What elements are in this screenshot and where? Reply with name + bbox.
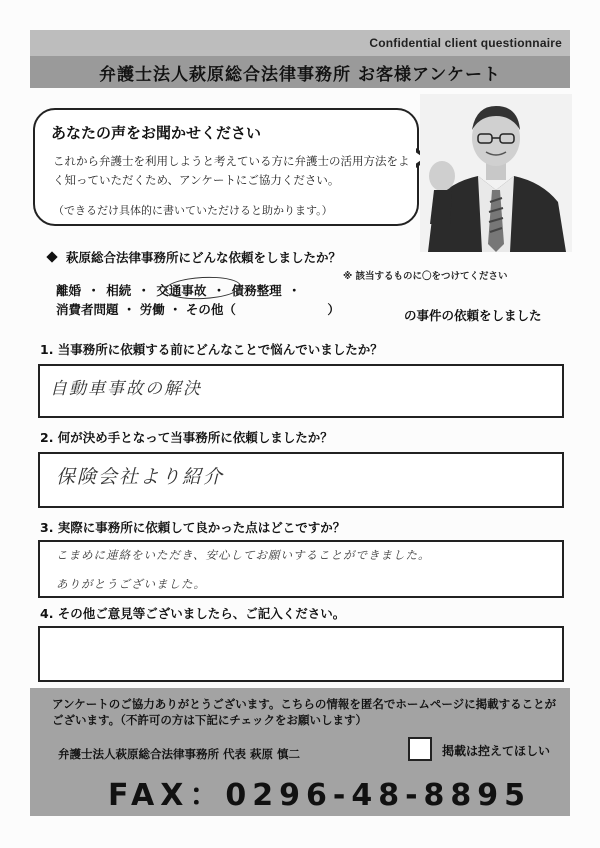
request-type-question-text: 萩原総合法律事務所にどんな依頼をしましたか？ [66, 250, 342, 265]
category-options-row2-text: 消費者問題 ・ 労働 ・ その他（ [56, 302, 236, 317]
header-top-strip [30, 30, 570, 56]
question-3-answer-line2: ありがとうございました。 [56, 577, 206, 591]
no-publish-checkbox[interactable] [408, 737, 432, 761]
footer-firm-representative: 弁護士法人萩原総合法律事務所 代表 萩原 慎二 [58, 747, 301, 761]
question-1-answer-box[interactable] [38, 364, 564, 418]
confidential-label: Confidential client questionnaire [369, 36, 562, 50]
question-3-answer-box[interactable] [38, 540, 564, 598]
question-2-label: 2. 何が決め手となって当事務所に依頼しましたか？ [40, 430, 333, 445]
other-close-paren: ） [327, 302, 340, 317]
question-1-label: 1. 当事務所に依頼する前にどんなことで悩んでいましたか？ [40, 342, 383, 357]
diamond-bullet-icon [46, 251, 57, 262]
question-4-label: 4. その他ご意見等ございましたら、ご記入ください。 [40, 606, 346, 621]
lawyer-photo [420, 94, 572, 252]
question-2-answer-box[interactable] [38, 452, 564, 508]
question-1-answer: 自動車事故の解決 [50, 379, 202, 399]
request-type-question [48, 248, 341, 266]
footer-band [30, 688, 570, 816]
no-publish-checkbox-label: 掲載は控えてほしい [442, 744, 551, 758]
bubble-body-text: これから弁護士を利用しようと考えている方に弁護士の活用方法をよく知っていただくため、アンケートにご協力ください。 [53, 154, 410, 187]
bubble-note-text: （できるだけ具体的に書いていただけると助かります。） [53, 204, 333, 217]
lawyer-portrait-image [420, 94, 572, 252]
bubble-title: あなたの声をお聞かせください [51, 124, 262, 142]
question-3-answer-line1: こまめに連絡をいただき、安心してお願いすることができました。 [56, 548, 431, 562]
footer-consent-text: アンケートのご協力ありがとうございます。こちらの情報を匿名でホームページに掲載することがございます。（不許可の方は下記にチェックをお願いします） [52, 697, 557, 727]
intro-speech-bubble [33, 108, 419, 226]
request-suffix-text: の事件の依頼をしました [404, 308, 542, 323]
question-4-answer-box[interactable] [38, 626, 564, 682]
question-2-answer: 保険会社より紹介 [56, 466, 225, 488]
form-title: 弁護士法人萩原総合法律事務所 お客様アンケート [99, 65, 501, 85]
category-options-row2[interactable] [56, 300, 340, 318]
header-band [30, 30, 570, 88]
question-3-label: 3. 実際に事務所に依頼して良かった点はどこですか？ [40, 520, 346, 535]
fax-number: FAX：0296-48-8895 [108, 778, 532, 813]
category-options-row1[interactable]: 離婚 ・ 相続 ・ 交通事故 ・ 債務整理 ・ [56, 283, 301, 298]
selection-note: ※ 該当するものに〇をつけてください [343, 271, 508, 282]
